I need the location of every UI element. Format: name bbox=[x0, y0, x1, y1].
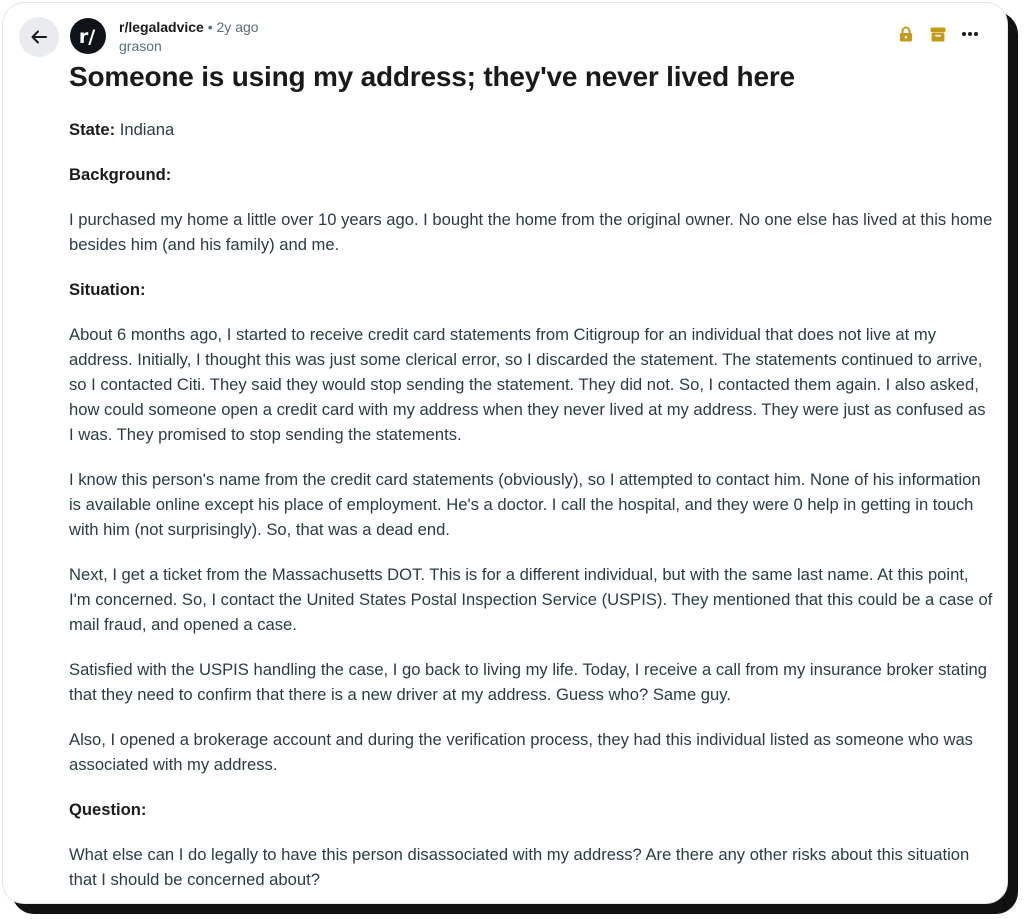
situation-label: Situation: bbox=[69, 280, 146, 299]
background-label: Background: bbox=[69, 165, 172, 184]
state-label: State: bbox=[69, 120, 116, 139]
background-heading bbox=[69, 162, 993, 187]
author-link[interactable]: grason bbox=[119, 38, 162, 54]
archive-icon bbox=[929, 25, 947, 43]
subreddit-logo bbox=[70, 18, 106, 54]
state-paragraph bbox=[69, 117, 993, 142]
situation-paragraph: Also, I opened a brokerage account and during the verification process, they had this individual listed as someone who was associated with my address. bbox=[69, 730, 973, 774]
situation-paragraph: About 6 months ago, I started to receive credit card statements from Citigroup for an individual that does not live at my address. Initially, I thought this was just some clerical error, so I discarded the statement. The statements continued to arrive, so I contacted Citi. They said they would stop sending the statement. They did not. So, I contacted them again. I also asked, how could someone open a credit card with my address when they never lived at my address. They were just as confused as I was. They promised to stop sending the statements. bbox=[69, 325, 986, 444]
lock-icon bbox=[897, 25, 915, 43]
state-value: Indiana bbox=[119, 120, 175, 139]
header-actions bbox=[897, 25, 979, 43]
meta-separator: • bbox=[207, 19, 213, 35]
svg-text:r/: r/ bbox=[78, 26, 96, 48]
question-heading bbox=[69, 797, 993, 822]
background-paragraph: I purchased my home a little over 10 years ago. I bought the home from the original owner. No one else has lived at this home besides him (and his family) and me. bbox=[69, 210, 993, 254]
back-button[interactable] bbox=[19, 17, 59, 57]
situation-heading bbox=[69, 277, 993, 302]
post-age: 2y ago bbox=[216, 19, 259, 35]
situation-paragraph: I know this person's name from the credit card statements (obviously), so I attempted to contact him. None of his information is available online except his place of employment. He's a doctor. I call the hospital, and they were 0 help in getting in touch with him (not surprisingly). So, that was a dead end. bbox=[69, 470, 981, 539]
post-card bbox=[2, 2, 1008, 904]
subreddit-link[interactable]: r/legaladvice bbox=[119, 19, 204, 35]
post-title: Someone is using my address; they've never lived here bbox=[69, 61, 795, 92]
situation-paragraph: Next, I get a ticket from the Massachusetts DOT. This is for a different individual, but with the same last name. At this point, I'm concerned. So, I contact the United States Postal Inspection Service (USPIS). They mentioned that this could be a case of mail fraud, and opened a case. bbox=[69, 565, 993, 634]
arrow-left-icon bbox=[29, 27, 49, 47]
subreddit-avatar[interactable] bbox=[70, 18, 106, 54]
question-paragraph: What else can I do legally to have this person disassociated with my address? Are there any other risks about this situation that I should be concerned about? bbox=[69, 845, 970, 889]
situation-paragraph: Satisfied with the USPIS handling the case, I go back to living my life. Today, I receive a call from my insurance broker stating that they need to confirm that there is a new driver at my address. Guess who? Same guy. bbox=[69, 660, 988, 704]
more-options-icon[interactable] bbox=[961, 25, 979, 43]
post-body bbox=[69, 117, 993, 904]
post-meta bbox=[119, 18, 259, 56]
question-label: Question: bbox=[69, 800, 147, 819]
